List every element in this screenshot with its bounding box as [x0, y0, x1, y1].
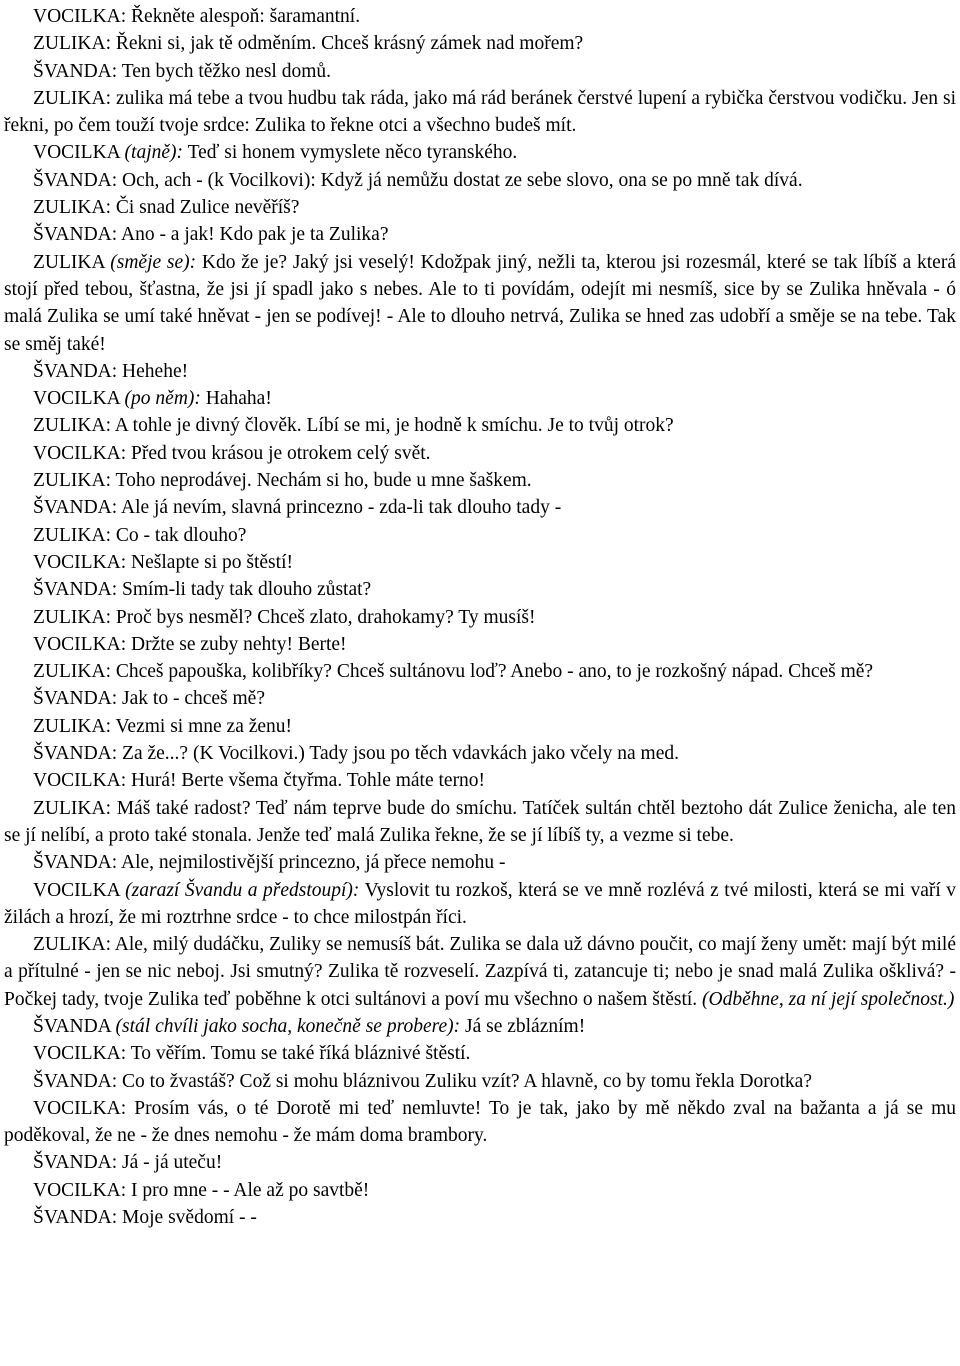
line-text: A tohle je divný člověk. Líbí se mi, je hodně k smíchu. Je to tvůj otrok? [114, 415, 674, 437]
speaker: ZULIKA: [33, 797, 111, 819]
line-text: Kdo že je? Jaký jsi veselý! Kdožpak jiný, nežli ta, kterou jsi rozesmál, které se tak líbíš a která stojí před tebou, šťastna, že jsi jí spadl jako s nebes. Ale to ti povídám, odejít mi nesmíš, sice by se Zulika hněvala - ó malá Zulika se umí také hněvat - jen se podívej! - Ale to dlouho netrvá, Zulika se hned zas udobří a směje se na tebe. Tak se směj také! [4, 251, 956, 355]
dialogue-line [4, 795, 956, 850]
line-text: Co to žvastáš? Což si mohu bláznivou Zuliku vzít? A hlavně, co by tomu řekla Dorotka? [122, 1070, 812, 1092]
stage-direction: (tajně): [124, 142, 184, 164]
speaker: ŠVANDA: [33, 1070, 118, 1092]
speaker: ZULIKA: [33, 197, 111, 219]
dialogue-line [4, 440, 956, 467]
line-text: I pro mne - - Ale až po savtbě! [131, 1179, 370, 1201]
dialogue-line [4, 1149, 956, 1176]
dialogue-line [4, 194, 956, 221]
dialogue-line [4, 849, 956, 876]
speaker: VOCILKA: [33, 1097, 127, 1119]
line-text: Prosím vás, o té Dorotě mi teď nemluvte! To je tak, jako by mě někdo zval na bažanta a já se mu poděkoval, že ne - že dnes nemohu - že mám doma brambory. [4, 1097, 956, 1147]
dialogue-line [4, 85, 956, 140]
dialogue-line [4, 139, 956, 166]
speaker: ZULIKA: [33, 470, 111, 492]
line-text: Ale já nevím, slavná princezno - zda-li tak dlouho tady - [120, 497, 562, 519]
line-text: Hehehe! [122, 360, 189, 382]
line-text: Řekněte alespoň: šaramantní. [131, 6, 361, 27]
dialogue-line [4, 249, 956, 358]
speaker: ŠVANDA: [33, 60, 118, 82]
speaker: ŠVANDA: [33, 224, 118, 246]
dialogue-line [4, 549, 956, 576]
dialogue-line [4, 221, 956, 248]
dialogue-line [4, 931, 956, 1013]
speaker: ZULIKA: [33, 934, 111, 956]
dialogue-line [4, 1204, 956, 1231]
speaker: VOCILKA: [33, 1043, 127, 1065]
line-text: Řekni si, jak tě odměním. Chceš krásný zámek nad mořem? [115, 33, 584, 55]
speaker: ŠVANDA: [33, 1152, 118, 1174]
speaker: VOCILKA: [33, 633, 127, 655]
line-text: Teď si honem vymyslete něco tyranského. [187, 142, 518, 164]
dialogue-line [4, 358, 956, 385]
line-text: Moje svědomí - - [122, 1207, 257, 1229]
line-text: Vezmi si mne za ženu! [115, 715, 293, 737]
line-text: Máš také radost? Teď nám teprve bude do smíchu. Tatíček sultán chtěl beztoho dát Zulice ženicha, ale ten se jí nelíbí, a proto také stonala. Jenže teď malá Zulika řekne, že se jí líbíš ty, a vezme si tebe. [4, 797, 957, 846]
speaker: ZULIKA: [33, 661, 111, 683]
speaker: ZULIKA: [33, 524, 111, 546]
dialogue-line [4, 167, 956, 194]
speaker: ŠVANDA: [33, 688, 118, 710]
line-text: Za že...? (K Vocilkovi.) Tady jsou po těch vdavkách jako včely na med. [122, 743, 679, 765]
line-text: Co - tak dlouho? [115, 524, 247, 546]
line-text: Och, ach - (k Vocilkovi): Když já nemůžu dostat ze sebe slovo, ona se po mně tak dívá. [122, 169, 803, 191]
stage-direction: (po něm): [124, 388, 201, 410]
line-text: Ale, milý dudáčku, Zuliky se nemusíš bát. Zulika se dala už dávno poučit, co mají ženy umět: mají být milé a přítulné - jen se nic neboj. Jsi smutný? Zulika tě rozveselí. Zazpívá ti, zatancuje ti; nebo je snad malá Zulika ošklivá? - Počkej tady, tvoje Zulika teď poběhne k otci sultánovi a poví mu všechno o našem štěstí. [4, 934, 956, 1010]
dialogue-line [4, 576, 956, 603]
line-text: Já se zblázním! [465, 1015, 586, 1037]
speaker: VOCILKA: [33, 6, 127, 27]
speaker: ZULIKA [33, 251, 105, 273]
speaker: ŠVANDA: [33, 497, 118, 519]
stage-direction: (směje se): [110, 251, 197, 273]
dialogue-line [4, 385, 956, 412]
speaker: ŠVANDA: [33, 169, 118, 191]
line-text: Ano - a jak! Kdo pak je ta Zulika? [120, 224, 389, 246]
line-text: Hurá! Berte všema čtyřma. Tohle máte terno! [131, 770, 486, 792]
speaker: ŠVANDA: [33, 1207, 118, 1229]
line-text: Držte se zuby nehty! Berte! [131, 633, 347, 655]
line-text: Ale, nejmilostivější princezno, já přece nemohu - [120, 852, 506, 874]
line-text: Nešlapte si po štěstí! [131, 551, 293, 573]
speaker: ZULIKA: [33, 715, 111, 737]
speaker: VOCILKA: [33, 1179, 127, 1201]
line-text: Proč bys nesměl? Chceš zlato, drahokamy? Ty musíš! [115, 606, 536, 628]
line-text: zulika má tebe a tvou hudbu tak ráda, jako má rád beránek čerstvé lupení a rybička čerstvou vodičku. Jen si řekni, po čem touží tvoje srdce: Zulika to řekne otci a všechno budeš mít. [4, 87, 956, 137]
line-text: Smím-li tady tak dlouho zůstat? [122, 579, 372, 601]
stage-direction: (zarazí Švandu a předstoupí): [125, 879, 360, 901]
dialogue-line [4, 1095, 956, 1150]
dialogue-line [4, 30, 956, 57]
dialogue-line [4, 494, 956, 521]
dialogue-line [4, 658, 956, 685]
line-text: Ten bych těžko nesl domů. [121, 60, 331, 82]
dialogue-line [4, 604, 956, 631]
speaker: ZULIKA: [33, 33, 111, 55]
line-text: Jak to - chceš mě? [122, 688, 265, 710]
speaker: ZULIKA: [33, 606, 111, 628]
speaker: ŠVANDA: [33, 360, 118, 382]
dialogue-line [4, 877, 956, 932]
line-text: Hahaha! [205, 388, 272, 410]
line-text: Před tvou krásou je otrokem celý svět. [131, 442, 431, 464]
speaker: VOCILKA: [33, 442, 127, 464]
speaker: ŠVANDA [33, 1015, 111, 1037]
speaker: ŠVANDA: [33, 743, 118, 765]
dialogue-line [4, 713, 956, 740]
dialogue-line [4, 1068, 956, 1095]
dialogue-line [4, 1040, 956, 1067]
line-text: Či snad Zulice nevěříš? [115, 197, 300, 219]
stage-direction: (stál chvíli jako socha, konečně se probere): [115, 1015, 461, 1037]
speaker: VOCILKA: [33, 770, 127, 792]
speaker: VOCILKA [33, 142, 120, 164]
dialogue-line [4, 467, 956, 494]
dialogue-line [4, 740, 956, 767]
speaker: ŠVANDA: [33, 579, 118, 601]
dialogue-line [4, 522, 956, 549]
stage-direction: (Odběhne, za ní její společnost.) [702, 988, 955, 1010]
dialogue-line [4, 631, 956, 658]
speaker: ZULIKA: [33, 415, 111, 437]
dialogue-line [4, 767, 956, 794]
speaker: VOCILKA [33, 879, 120, 901]
speaker: ŠVANDA: [33, 852, 118, 874]
dialogue-line [4, 1177, 956, 1204]
line-text: Vyslovit tu rozkoš, která se ve mně rozlévá z tvé milosti, která se mi vaří v žilách a hrozí, že mi roztrhne srdce - to chce milostpán říci. [4, 879, 957, 928]
dialogue-line [4, 3, 956, 30]
speaker: ZULIKA: [33, 87, 111, 109]
dialogue-line [4, 58, 956, 85]
line-text: Chceš papouška, kolibříky? Chceš sultánovu loď? Anebo - ano, to je rozkošný nápad. Chceš mě? [115, 661, 874, 683]
line-text: Toho neprodávej. Nechám si ho, bude u mne šaškem. [115, 470, 532, 492]
dialogue-line [4, 685, 956, 712]
line-text: To věřím. Tomu se také říká bláznivé štěstí. [130, 1043, 471, 1065]
speaker: VOCILKA: [33, 551, 127, 573]
line-text: Já - já uteču! [122, 1152, 223, 1174]
dialogue-line [4, 1013, 956, 1040]
speaker: VOCILKA [33, 388, 120, 410]
dialogue-line [4, 412, 956, 439]
